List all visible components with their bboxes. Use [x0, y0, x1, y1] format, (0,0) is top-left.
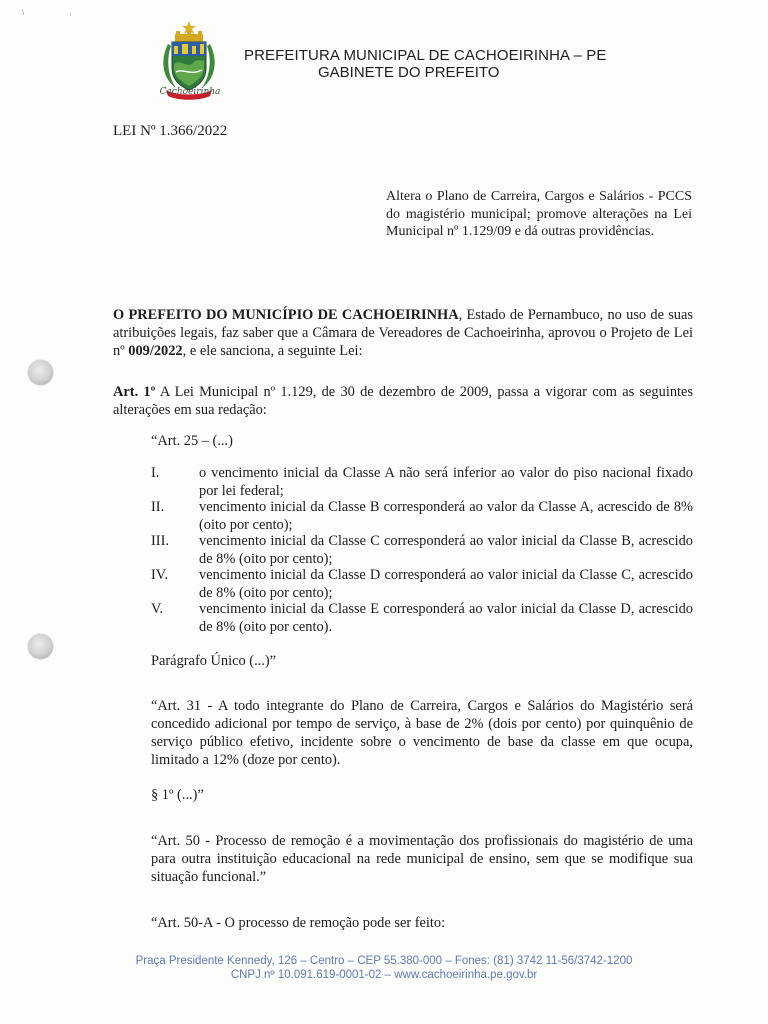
- preamble-bold-authority: O PREFEITO DO MUNICÍPIO DE CACHOEIRINHA: [113, 307, 459, 323]
- article-31-text: “Art. 31 - A todo integrante do Plano de Carreira, Cargos e Salários do Magistério será concedido adicional por tempo de serviço, à base de 2% (dois por cento) por quinquênio de serviço público efetivo, incidente sobre o vencimento de base da classe em que ocupa, limitado a 12% (doze por cento).: [151, 698, 693, 768]
- item-number: II.: [151, 499, 165, 515]
- item-text: vencimento inicial da Classe C corresponderá ao valor inicial da Classe B, acrescido de 8% (oito por cento);: [199, 533, 693, 567]
- law-number: LEI Nº 1.366/2022: [113, 123, 228, 139]
- article-25-heading: “Art. 25 – (...): [151, 433, 233, 449]
- scan-artifact: ': [70, 12, 72, 21]
- punch-hole: [28, 634, 53, 659]
- header-subtitle: GABINETE DO PREFEITO: [318, 64, 500, 81]
- article-50-text: “Art. 50 - Processo de remoção é a movimentação dos profissionais do magistério de uma para outra instituição educacional na rede municipal de ensino, sem que se modifique sua situação funcional.”: [151, 833, 693, 885]
- item-text: vencimento inicial da Classe B corresponderá ao valor da Classe A, acrescido de 8% (oito por cento);: [199, 499, 693, 533]
- crest-caption: Cachoeirinha: [159, 87, 221, 97]
- article-1-text: A Lei Municipal nº 1.129, de 30 de dezembro de 2009, passa a vigorar com as seguintes alterações em sua redação:: [113, 384, 694, 418]
- item-text: vencimento inicial da Classe E corresponderá ao valor inicial da Classe D, acrescido de 8% (oito por cento).: [199, 601, 693, 635]
- item-number: V.: [151, 601, 164, 617]
- preamble-text-2: , e ele sanciona, a seguinte Lei:: [182, 343, 363, 359]
- item-number: III.: [151, 533, 169, 549]
- article-25-closing: Parágrafo Único (...)”: [151, 653, 277, 669]
- item-text: o vencimento inicial da Classe A não será inferior ao valor do piso nacional fixado por lei federal;: [199, 465, 693, 499]
- article-50a-text: “Art. 50-A - O processo de remoção pode ser feito:: [151, 915, 446, 931]
- preamble-text-1: , Estado de Pernambuco, no uso de suas atribuições legais, faz saber que a Câmara de Vereadores de Cachoeirinha, aprovou o Projeto de Lei nº: [113, 307, 693, 359]
- item-number: IV.: [151, 567, 168, 583]
- punch-hole: [28, 360, 53, 385]
- article-1-label: Art. 1º: [113, 384, 156, 400]
- law-summary: Altera o Plano de Carreira, Cargos e Salários - PCCS do magistério municipal; promove alterações na Lei Municipal nº 1.129/09 e dá outras providências.: [386, 189, 692, 239]
- footer-registration: CNPJ nº 10.091.619-0001-02 – www.cachoeirinha.pe.gov.br: [230, 969, 538, 981]
- preamble-paragraph: [113, 306, 693, 360]
- article-31-closing: § 1º (...)”: [151, 787, 204, 803]
- article-1: [113, 383, 693, 419]
- scan-artifact: \: [22, 8, 25, 17]
- item-text: vencimento inicial da Classe D corresponderá ao valor inicial da Classe C, acrescido de 8% (oito por cento);: [199, 567, 693, 601]
- header-title: PREFEITURA MUNICIPAL DE CACHOEIRINHA – PE: [244, 47, 607, 64]
- footer-address: Praça Presidente Kennedy, 126 – Centro – CEP 55.380-000 – Fones: (81) 3742 11-56/3742-1200: [135, 955, 633, 967]
- preamble-bold-bill-number: 009/2022: [128, 343, 183, 359]
- item-number: I.: [151, 465, 160, 481]
